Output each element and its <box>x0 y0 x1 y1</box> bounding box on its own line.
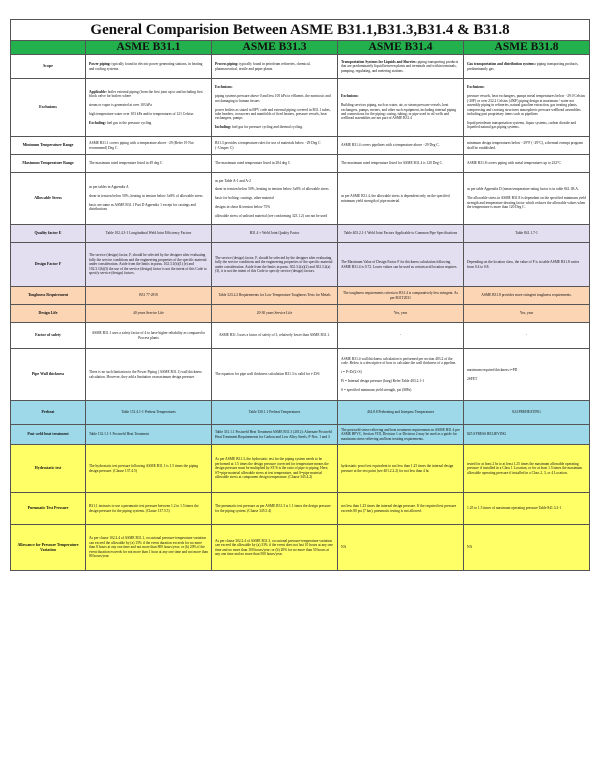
cell-text: The service (design) factor, F, should be selected by the designer after evaluating fully the service conditions and the engineering properties of the specific material under consideration. Aside from the limits in paras. 302.3.2(a)(2) and 302.3.2(a)(3), it is not the intent of this Code to specify service (design) factors. <box>215 255 333 273</box>
column-header: ASME B31.3 <box>212 41 338 55</box>
cell-text: as per tables in Appendix A <box>89 185 129 190</box>
table-cell <box>212 243 338 287</box>
cell-text: Yes, year <box>393 311 408 316</box>
table-row <box>11 173 590 225</box>
cell-text: allowable stress of unlisted material (see conforming 323.1.2) can not be used <box>215 213 328 218</box>
cell-text: The maximum rated temperature listed in 204 deg C <box>215 161 291 166</box>
table-cell <box>212 525 338 571</box>
cell-text: B31.4 + Weld Joint Quality Factor <box>249 231 300 236</box>
cell-text: S = specified minimum yield strength, psi (MPa) <box>341 387 412 392</box>
table-cell <box>212 401 338 425</box>
row-label: Toughness Requirement <box>11 287 86 305</box>
cell-heading: Including: <box>215 125 231 130</box>
table-cell <box>338 225 464 243</box>
cell-text: Table 403.2.1-1 Weld Joint Factors Applicable to Common Pipe Specifications <box>343 231 458 236</box>
table-cell <box>464 305 590 323</box>
table-cell <box>212 493 338 525</box>
cell-text: - <box>525 333 528 338</box>
table-cell <box>212 137 338 155</box>
cell-text: Table 841.1.7-1 <box>515 231 538 236</box>
table-cell <box>86 323 212 349</box>
table-cell <box>212 425 338 445</box>
cell-text: Yes, year <box>519 311 534 316</box>
cell-text: Depending on the location class, the value of F is in table ASME B31.8 varies from 0.4 to 0.8. <box>467 260 580 269</box>
table-cell <box>212 287 338 305</box>
cell-text: fuel gas for pressure cycling and thermal cycling. <box>231 125 303 130</box>
table-cell <box>464 401 590 425</box>
table-cell <box>212 155 338 173</box>
table-row <box>11 155 590 173</box>
cell-text: boiler external piping (from the first joint up to and including first block valve for boilers where <box>89 89 203 99</box>
cell-text: steam or vapor is generated at over 103 kPa <box>89 103 152 108</box>
table-cell <box>464 287 590 305</box>
table-cell <box>86 79 212 137</box>
cell-text: The hydrostatic test pressure following ASME B31.1 is 1.5 times the piping design pressure. (Clause 137.4.5) <box>89 464 199 473</box>
table-cell <box>338 137 464 155</box>
table-cell <box>464 425 590 445</box>
row-label: Quality factor E <box>11 225 86 243</box>
cell-text: tested for at least 2 hr to at least 1.25 times the maximum allowable operating pressure if installed in a Class 1 Location, or for at least 1.5 times the maximum allowable operating pressure if installed in a Class 2, 3, or 4 Location. <box>467 461 583 475</box>
table-cell <box>464 79 590 137</box>
table-cell <box>86 425 212 445</box>
document-page <box>10 0 590 571</box>
cell-heading: Process piping: <box>215 62 239 67</box>
cell-text: 825 STRESS RELIEVING <box>467 432 507 437</box>
cell-text: ASME B31.8 provides more stringent toughness requirements. <box>481 293 572 298</box>
cell-text: ASME B31.1 uses a safety factor of 4 to have higher reliability as compared to Process plants <box>91 331 206 340</box>
cell-text: Table 102.4.3-1 Longitudinal Weld Joint Efficiency Factors <box>105 231 192 236</box>
cell-text: Table 323.2.2 Requirements for Low Temperature Toughness Tests for Metals <box>218 293 331 298</box>
cell-text: There is no such limitation to the Power Piping ( ASME B31.1) wall thickness calculation. However, they add a limitation on maximum design pressure. <box>89 370 202 379</box>
column-header: ASME B31.1 <box>86 41 212 55</box>
table-cell <box>464 173 590 225</box>
cell-text: ASME B31.1 covers piping with a temperature above −29 (Refer 19 Not recommend) Deg C <box>89 141 194 150</box>
table-cell <box>464 55 590 79</box>
table-row <box>11 55 590 79</box>
cell-text: Table 331.1.1 Postweld Heat Treatment ASME B31.3 (2012): Alternate Postweld Heat Treatment Requirements for Carbon and Low Alloy Steels, P-Nos. 1 and 3 <box>215 430 332 439</box>
cell-heading: Transportation Systems for Liquids and Slurries: <box>341 59 417 64</box>
row-label: Hydrostatic test <box>11 445 86 493</box>
table-cell <box>338 425 464 445</box>
table-row <box>11 243 590 287</box>
cell-text: Table 132.1.1-1 Postweld Heat Treatment <box>89 432 149 437</box>
cell-text: As per ASME B31.3, the hydrostatic test for the piping system needs to be performed at 1.5 times the design pressure corrected for temperature means the design pressure must be multiplied by ST/S is the ratio of pipe to piping. Here, ST=pipe material allowable stress at test temperature, and S=pipe material allowable stress at component design temperature. (Clause 345.4.2) <box>215 457 329 480</box>
table-row <box>11 525 590 571</box>
table-body <box>11 55 590 571</box>
cell-heading: Exclusions: <box>467 85 485 90</box>
column-header: ASME B31.8 <box>464 41 590 55</box>
table-cell <box>86 173 212 225</box>
table-cell <box>338 445 464 493</box>
cell-text: maximum required thickness t=PD <box>467 367 518 372</box>
cell-text: 40 years Service Life <box>133 311 164 316</box>
table-cell <box>86 155 212 173</box>
table-cell <box>86 493 212 525</box>
table-cell <box>212 173 338 225</box>
cell-text: liquid petroleum transportation systems, liquor systems, carbon dioxide and liquefied natural gas piping systems. <box>467 120 576 130</box>
table-cell <box>338 287 464 305</box>
table-cell <box>212 323 338 349</box>
cell-text: ASME B31.4 wall thickness calculation is performed per section 403.2 of the code. Below is a descriptive of how to calculate the wall thickness of a pipeline. <box>341 356 457 366</box>
row-label: Allowable Stress <box>11 173 86 225</box>
table-cell <box>86 401 212 425</box>
cell-text: As per clause 302.2.4 of ASME B31.3, occasional pressure-temperature variation can exceed the allowable by (a) 33% if the event does not last 10 hours at any one time and no more than 100 hours/year; or (b) 20% for no more than 50 hours at any one time and no more than 500 hours/year. <box>215 538 333 556</box>
table-cell <box>338 55 464 79</box>
cell-text: piping systems pressure above 0 and less 105 kPa to effluents, the nonstoxic and not damaging to human tissues <box>215 94 331 103</box>
table-cell <box>464 445 590 493</box>
row-label: Scope <box>11 55 86 79</box>
row-label: Pneumatic Test Pressure <box>11 493 86 525</box>
table-cell <box>338 155 464 173</box>
table-cell <box>338 243 464 287</box>
cell-text: B31.1 instructs to use a pneumatic test pressure between 1.2 to 1.5 times the design pressure for the piping systems. (Clause 137.5.5) <box>89 504 199 513</box>
cell-text: piping transporting products that are predominately liquid between plants and terminals and within terminals, pumping, regulating, and metering stations. <box>341 59 459 73</box>
cell-text: 1.25 to 1.5 times of maximum operating pressure Table 841.3.2-1 <box>467 506 562 511</box>
table-cell <box>464 323 590 349</box>
header-row <box>11 41 590 55</box>
comparison-table <box>10 40 590 571</box>
cell-text: shear in tension below 50%, heating in tension below 3x8% of allowable stress <box>215 187 329 192</box>
cell-text: NA <box>467 545 473 550</box>
table-row <box>11 445 590 493</box>
table-cell <box>464 225 590 243</box>
cell-text: not less than 1.25 times the internal design pressure. If the required test pressure exceeds 80 psi (7 bar), pneumatic testing is not allowed. <box>341 504 457 513</box>
table-cell <box>338 305 464 323</box>
row-label: Exclusions <box>11 79 86 137</box>
cell-text: Pi = Internal design pressure (barg) Refer Table 403.2.1-1 <box>341 378 425 383</box>
cell-text: typically found in petroleum refineries, chemical, pharmaceutical, textile and paper plants. <box>215 62 311 71</box>
table-cell <box>212 225 338 243</box>
table-row <box>11 225 590 243</box>
cell-text: hydrostatic proof test equivalent to not less than 1.25 times the internal design pressure at the test point (see 401.2.2.2) for not less than 4 hr. <box>341 464 454 473</box>
table-cell <box>86 525 212 571</box>
cell-text: pressure vessels, heat exchangers, pumps metal temperatures below −29.0 Celsius (-20F) or over 232.2 Celsius (450F) piping design at maximum / water not assembly piping in refineries, natural gasoline extraction, gas treating plants, compressing and crossing structures atmospheric pressure wellhead assemblies including part proprietary items such as pipelines <box>467 94 585 116</box>
page-title: General Comparision Between ASME B31.1,B31.3,B31.4 & B31.8 <box>10 19 590 40</box>
table-cell <box>464 243 590 287</box>
table-cell <box>338 493 464 525</box>
cell-text: As per clause 102.2.4 of ASME B31.1, occasional pressure-temperature variation can exceed the allowable by (a) 15% if the event duration exceeds for no more than 8 hours at any one time and not more than 800 hours/year; or (b) 20% if the event duration exceeds for not more than 1 hour at any one time and not more than 80 hours/year. <box>89 536 208 559</box>
cell-text: as per Table A-1 and A-2 <box>215 178 251 183</box>
row-label: Design Factor F <box>11 243 86 287</box>
table-cell <box>212 79 338 137</box>
table-cell <box>86 225 212 243</box>
table-cell <box>86 137 212 155</box>
table-row <box>11 79 590 137</box>
table-cell <box>86 445 212 493</box>
cell-text: The toughness requirements criteria to B31.4 is comparatively less stringent. As per B31T2031 <box>343 291 458 300</box>
table-cell <box>464 137 590 155</box>
cell-text: The Maximum Value of Design Factor F for thickness calculation following ASME B31.4 is 0.72. Lower values can be used as certain acid location requires. <box>341 260 458 269</box>
cell-text: The maximum rated temperature listed in 49 deg C <box>89 161 163 166</box>
table-row <box>11 349 590 401</box>
cell-text: ASME B31.4 covers pipelines with a temperature above −29 Deg C. <box>341 143 440 148</box>
cell-text: as per ASME B31.4, the allowable stress is dependent only on the specified minimum yield strength of pipe material. <box>341 194 450 203</box>
cell-text: B31 77-28 B <box>139 293 158 298</box>
cell-text: The maximum rated temperature listed for ASME B31.4 is 120 Deg C. <box>341 161 443 166</box>
cell-text: 824 PREHEATING <box>512 410 541 415</box>
header-corner <box>11 41 86 55</box>
cell-heading: Power piping: <box>89 62 111 67</box>
cell-text: minimum design temperatures below −29°F (−29°C), a thermal exempt program shall be established. <box>467 141 583 150</box>
cell-heading: Applicable: <box>89 89 107 94</box>
table-row <box>11 425 590 445</box>
table-cell <box>86 305 212 323</box>
table-cell <box>338 349 464 401</box>
table-cell <box>338 173 464 225</box>
cell-text: Building services piping, such as water, air, or steam pressure vessels, heat exchangers, pumps, meters, and other such equipment, including internal piping and connections for the piping; casing, tubing, or pipe used in oil wells and wellhead assemblies are not part of ASME B31.4 <box>341 103 457 121</box>
table-cell <box>464 493 590 525</box>
table-row <box>11 493 590 525</box>
table-cell <box>212 349 338 401</box>
cell-text: NA <box>341 545 347 550</box>
cell-text: t = P×D/(2×S) <box>341 370 362 375</box>
cell-heading: Excluding: <box>89 120 106 125</box>
cell-text: Table 131.4.1-1 Preheat Temperatures <box>121 410 176 415</box>
cell-text: The equation for pipe wall thickness calculation B31.3 is valid for t<D/6 <box>215 372 320 377</box>
cell-text: ASME B31.3 uses a factor of safety of 3, relatively lower than ASME B31.1. <box>218 333 331 338</box>
cell-text: ASME B31.8 covers piping with metal temperatures up to 232°C <box>467 161 561 166</box>
row-label: Post weld heat treatment <box>11 425 86 445</box>
table-cell <box>86 287 212 305</box>
cell-text: The service (design) factor, F, should be selected by the designer after evaluating fully the service conditions and the engineering properties of the specific material under consideration. Aside from the limits in paras. 102.3.1(b)(1) (e) and 102.3.1(b)(3) the use of the service (design) factor is not the intent of this Code to specify service (design) factors. <box>89 253 207 276</box>
table-cell <box>464 349 590 401</box>
table-row <box>11 323 590 349</box>
table-cell <box>338 79 464 137</box>
cell-text: Table 330.1.1 Preheat Temperatures <box>248 410 301 415</box>
row-label: Preheat <box>11 401 86 425</box>
cell-text: piping transporting products, predominantly gas. <box>467 62 579 71</box>
table-cell <box>86 55 212 79</box>
row-label: Minimum Temperature Range <box>11 137 86 155</box>
table-cell <box>212 55 338 79</box>
cell-heading: Exclusions: <box>215 85 233 90</box>
cell-text: B31.3 provides a temperature rules for use of materials below −29 Deg C (−Unspec C) <box>215 141 321 150</box>
cell-text: The allowable stress in ASME B31.8 is dependent on the specified minimum yield strength and temperature derating factor which reduces the allowable values when the temperature is more than 120 Deg C. <box>467 196 586 210</box>
cell-text: power boilers as stated in BPV code and external piping covered in B31.1 tubes, tube headers, crossovers and manifolds of fired heaters, pressure vessels, heat exchangers, pumps <box>215 107 331 121</box>
table-cell <box>464 155 590 173</box>
cell-heading: Gas transportation and distribution systems: <box>467 62 536 67</box>
table-cell <box>338 525 464 571</box>
cell-text: The postweld stress-relieving and heat treatment requirements in ASME B31.4 per ASME BPVC, Section VIII, Division 1 or Division 2 may be used as a guide for maximum stress-relieving and heat treating requirements. <box>341 427 460 441</box>
column-header: ASME B31.4 <box>338 41 464 55</box>
row-label: Design Life <box>11 305 86 323</box>
table-row <box>11 305 590 323</box>
table-cell <box>212 305 338 323</box>
cell-text: as per table Appendix D (mean temperature rating factor is in table 841.1B.A. <box>467 187 579 192</box>
cell-text: - <box>399 333 402 338</box>
cell-text: 434.8.8 Preheating and Interpass Temperatures <box>366 410 435 415</box>
cell-heading: Exclusions: <box>341 94 359 99</box>
cell-text: basic for bolting: castings, other material <box>215 196 274 201</box>
cell-text: typically found in electric power generating stations, in heating and cooling systems. <box>89 62 203 71</box>
cell-text: The pneumatic test pressure as per ASME B31.3 is 1.1 times the design pressure for the piping system. (Clause 345.5.4) <box>215 504 331 513</box>
cell-text: high temperature water over 103 kPa and/or temperatures of 121 Celsius <box>89 111 194 116</box>
table-cell <box>86 243 212 287</box>
table-cell <box>212 445 338 493</box>
table-cell <box>464 525 590 571</box>
row-label: Allowance for Pressure Temperature Variation <box>11 525 86 571</box>
cell-text: fuel gas to the pressure cycling <box>106 120 152 125</box>
table-cell <box>86 349 212 401</box>
table-row <box>11 287 590 305</box>
table-row <box>11 137 590 155</box>
cell-text: 20-30 years Service Life <box>256 311 293 316</box>
table-cell <box>338 323 464 349</box>
row-label: Maximum Temperature Range <box>11 155 86 173</box>
cell-text: designs in shear & tension below 75% <box>215 205 271 210</box>
cell-text: 2SFET <box>467 376 478 381</box>
row-label: Factor of safety <box>11 323 86 349</box>
table-row <box>11 401 590 425</box>
cell-text: basic are same as ASME B31.1 Part D Appendix 1 except for castings and distributions <box>89 202 196 212</box>
table-cell <box>338 401 464 425</box>
cell-text: shear in tension below 50%, heating in tension below 3x8% of allowable stress <box>89 194 203 199</box>
row-label: Pipe Wall thickness <box>11 349 86 401</box>
